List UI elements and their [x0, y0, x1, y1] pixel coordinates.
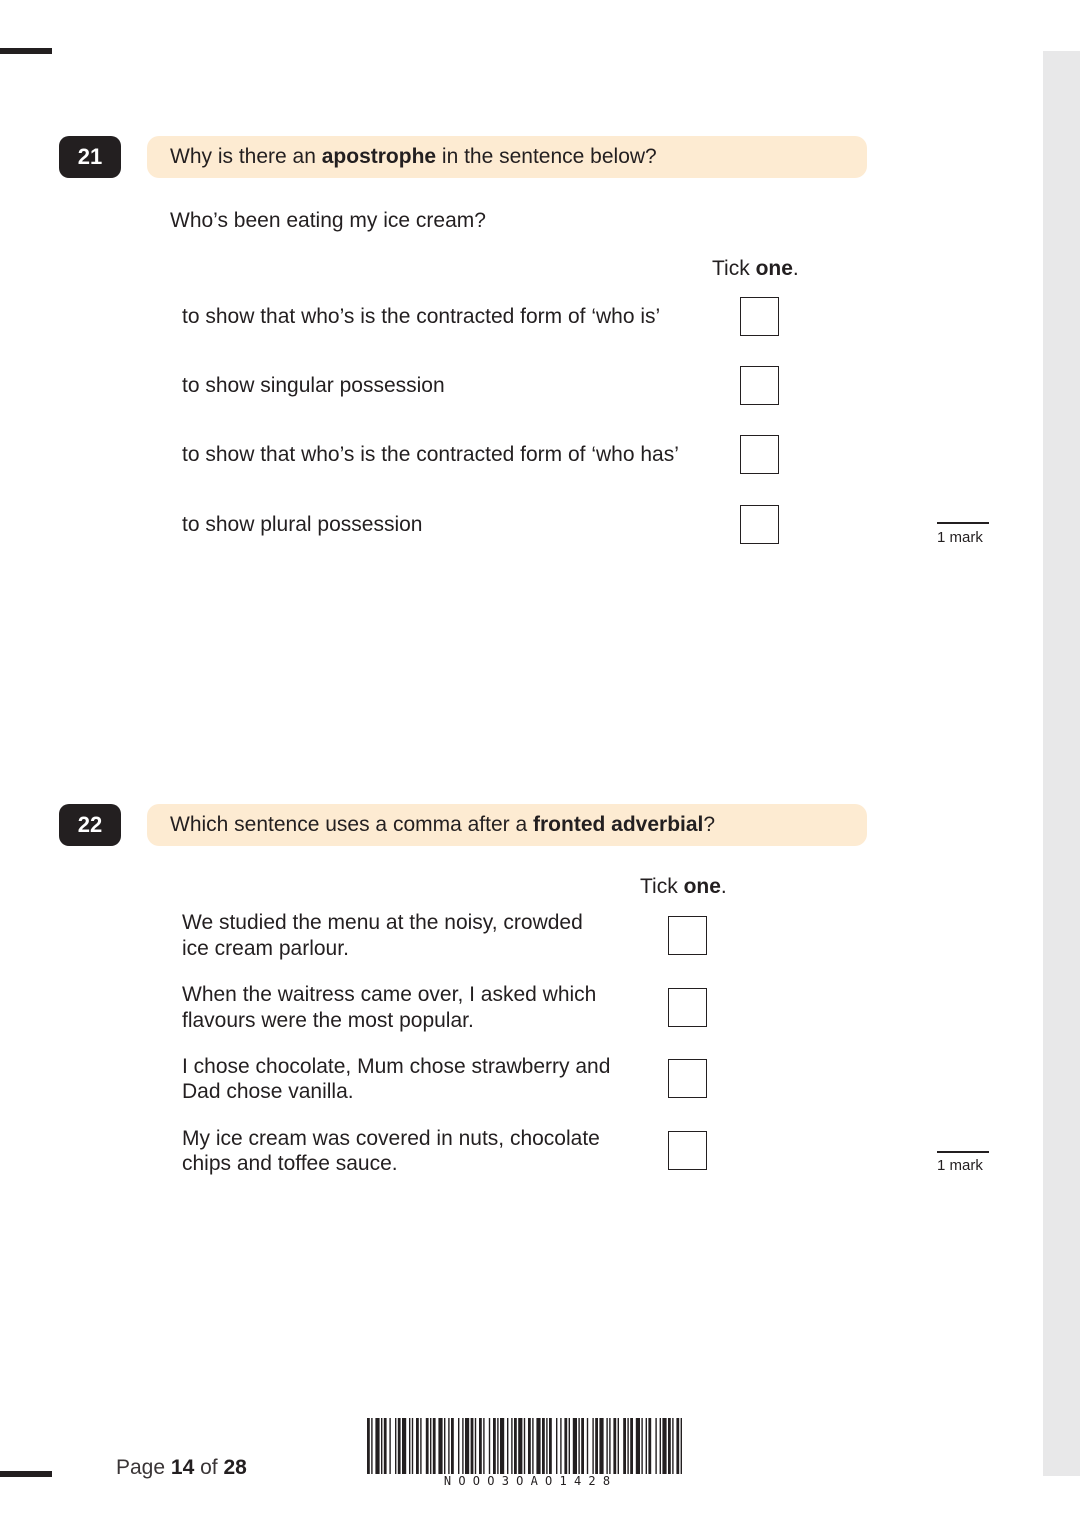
- barcode-bar: [660, 1418, 661, 1474]
- page-prefix: Page: [116, 1456, 166, 1479]
- question-22-prompt: [147, 804, 867, 846]
- tick-text: .: [720, 875, 727, 898]
- question-22-option-2-line-1: When the waitress came over, I asked which: [182, 983, 597, 1006]
- barcode-bar: [398, 1418, 401, 1474]
- tick-keyword: one: [683, 875, 721, 898]
- question-21-option-2: to show singular possession: [182, 374, 445, 397]
- prompt-keyword: apostrophe: [321, 145, 437, 168]
- barcode-bar: [641, 1418, 642, 1474]
- question-22-checkbox-1[interactable]: [668, 916, 707, 955]
- barcode-bar: [524, 1418, 525, 1474]
- barcode-bar: [546, 1418, 547, 1474]
- barcode-bar: [430, 1418, 431, 1474]
- barcode-bar: [389, 1418, 390, 1474]
- barcode-bar: [627, 1418, 628, 1474]
- page-of: of: [200, 1456, 218, 1479]
- barcode-bar: [564, 1418, 567, 1474]
- question-21-option-4: to show plural possession: [182, 513, 423, 536]
- barcode-bar: [681, 1418, 682, 1474]
- question-number-22: 22: [59, 804, 121, 846]
- question-22-option-1-line-2: ice cream parlour.: [182, 937, 349, 960]
- barcode-bar: [536, 1418, 540, 1474]
- prompt-text: in the sentence below?: [436, 145, 657, 168]
- question-22-option-3-line-1: I chose chocolate, Mum chose strawberry and: [182, 1055, 611, 1078]
- prompt-text: ?: [703, 813, 716, 836]
- barcode-bar: [613, 1418, 616, 1474]
- question-22-tick-instruction: [640, 874, 727, 900]
- barcode-bar: [458, 1418, 459, 1474]
- barcode-bar: [371, 1418, 372, 1474]
- barcode-bar: [636, 1418, 640, 1474]
- tick-text: Tick: [712, 257, 756, 280]
- barcode-bar: [668, 1418, 671, 1474]
- barcode-bar: [623, 1418, 626, 1474]
- barcode-bar: [518, 1418, 522, 1474]
- question-22-option-3-line-2: Dad chose vanilla.: [182, 1080, 354, 1103]
- barcode-bar: [662, 1418, 666, 1474]
- barcode-bar: [367, 1418, 370, 1474]
- question-22-mark: 1 mark: [937, 1157, 983, 1174]
- barcode-bar: [451, 1418, 454, 1474]
- question-number-21: 21: [59, 136, 121, 178]
- question-22-checkbox-2[interactable]: [668, 988, 707, 1027]
- barcode-bar: [465, 1418, 469, 1474]
- barcode-bar: [384, 1418, 387, 1474]
- barcode-bar: [599, 1418, 603, 1474]
- barcode-bar: [630, 1418, 633, 1474]
- barcode-bar: [433, 1418, 436, 1474]
- barcode-bar: [676, 1418, 679, 1474]
- barcode-bar: [375, 1418, 379, 1474]
- page-number: [116, 1455, 247, 1481]
- question-21-checkbox-4[interactable]: [740, 505, 779, 544]
- barcode-bar: [648, 1418, 651, 1474]
- barcode-bar: [416, 1418, 419, 1474]
- barcode-bar: [556, 1418, 557, 1474]
- barcode-bar: [655, 1418, 656, 1474]
- barcode-bar: [402, 1418, 406, 1474]
- barcode-bar: [479, 1418, 482, 1474]
- barcode-bar: [409, 1418, 410, 1474]
- barcode-bar: [500, 1418, 504, 1474]
- barcode-bar: [618, 1418, 619, 1474]
- barcode-bar: [420, 1418, 421, 1474]
- question-21-option-3: to show that who’s is the contracted form of ‘who has’: [182, 443, 679, 466]
- barcode-bar: [573, 1418, 577, 1474]
- tick-text: .: [792, 257, 799, 280]
- barcode-bar: [581, 1418, 584, 1474]
- barcode-bar: [471, 1418, 474, 1474]
- barcode-bar: [578, 1418, 579, 1474]
- barcode-bar: [475, 1418, 476, 1474]
- barcode-bar: [483, 1418, 484, 1474]
- barcode-bar: [606, 1418, 607, 1474]
- question-22-option-4-line-2: chips and toffee sauce.: [182, 1152, 398, 1175]
- barcode-bar: [444, 1418, 445, 1474]
- barcode-bar: [560, 1418, 561, 1474]
- prompt-text: Which sentence uses a comma after a: [170, 813, 533, 836]
- barcode-bars: [367, 1418, 682, 1474]
- barcode-bar: [672, 1418, 673, 1474]
- question-21-tick-instruction: [712, 256, 799, 282]
- prompt-keyword: fronted adverbial: [533, 813, 704, 836]
- question-22-mark-line: [937, 1151, 989, 1153]
- question-22-checkbox-3[interactable]: [668, 1059, 707, 1098]
- barcode-bar: [438, 1418, 442, 1474]
- prompt-text: Why is there an: [170, 145, 322, 168]
- barcode-bar: [493, 1418, 496, 1474]
- question-22-option-1-line-1: We studied the menu at the noisy, crowded: [182, 911, 583, 934]
- page-current: 14: [170, 1456, 195, 1479]
- question-22-option-2-line-2: flavours were the most popular.: [182, 1009, 474, 1032]
- barcode-bar: [381, 1418, 382, 1474]
- barcode-bar: [412, 1418, 413, 1474]
- question-21-option-1: to show that who’s is the contracted form of ‘who is’: [182, 305, 661, 328]
- margin-strip: [1043, 51, 1080, 1476]
- barcode-bar: [532, 1418, 533, 1474]
- barcode-bar: [497, 1418, 498, 1474]
- barcode-bar: [462, 1418, 463, 1474]
- barcode-bar: [569, 1418, 570, 1474]
- barcode-bar: [511, 1418, 512, 1474]
- barcode-bar: [448, 1418, 449, 1474]
- barcode-bar: [426, 1418, 429, 1474]
- barcode-bar: [595, 1418, 598, 1474]
- barcode-bar: [489, 1418, 490, 1474]
- question-21-checkbox-3[interactable]: [740, 435, 779, 474]
- barcode: [367, 1418, 687, 1488]
- question-22-checkbox-4[interactable]: [668, 1131, 707, 1170]
- tick-text: Tick: [640, 875, 684, 898]
- question-21-example-sentence: Who’s been eating my ice cream?: [170, 209, 486, 232]
- barcode-bar: [528, 1418, 531, 1474]
- barcode-bar: [609, 1418, 610, 1474]
- question-21-checkbox-1[interactable]: [740, 297, 779, 336]
- barcode-bar: [592, 1418, 593, 1474]
- barcode-bar: [514, 1418, 517, 1474]
- barcode-bar: [646, 1418, 647, 1474]
- tick-keyword: one: [755, 257, 793, 280]
- question-21-mark-line: [937, 522, 989, 524]
- question-21-mark: 1 mark: [937, 529, 983, 546]
- barcode-bar: [542, 1418, 545, 1474]
- question-21-checkbox-2[interactable]: [740, 366, 779, 405]
- barcode-text: N O O O 3 O A O 1 4 2 8: [443, 1474, 611, 1488]
- barcode-bar: [507, 1418, 508, 1474]
- question-22-option-4-line-1: My ice cream was covered in nuts, chocolate: [182, 1127, 600, 1150]
- question-21-prompt: [147, 136, 867, 178]
- barcode-bar: [395, 1418, 396, 1474]
- crop-mark-top: [0, 48, 52, 54]
- crop-mark-bottom: [0, 1471, 52, 1477]
- barcode-bar: [549, 1418, 552, 1474]
- barcode-bar: [587, 1418, 588, 1474]
- page-total: 28: [223, 1456, 247, 1479]
